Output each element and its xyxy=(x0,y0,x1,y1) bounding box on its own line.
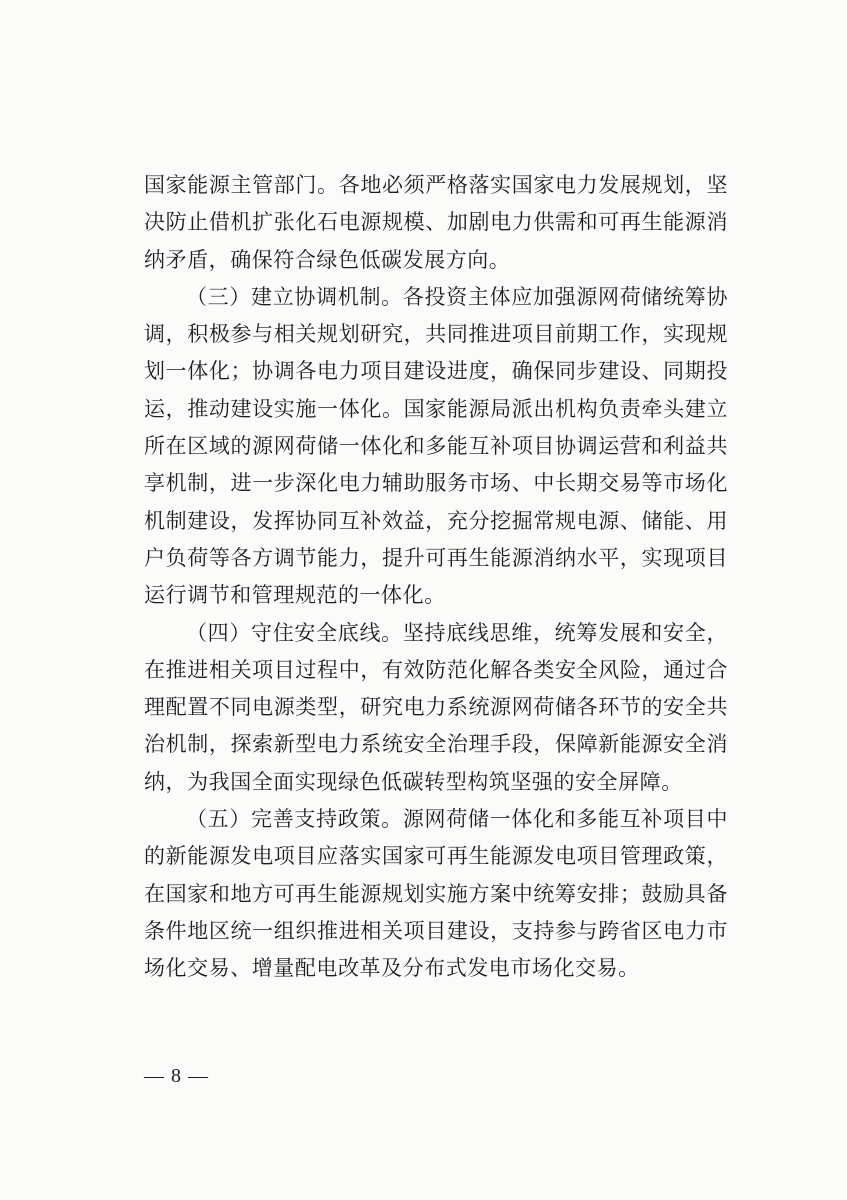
paragraph-continuation: 国家能源主管部门。各地必须严格落实国家电力发展规划，坚决防止借机扩张化石电源规模、加剧电力供需和可再生能源消纳矛盾，确保符合绿色低碳发展方向。 xyxy=(144,173,728,272)
body-text xyxy=(144,167,728,988)
paragraph-coordination-mechanism: （三）建立协调机制。各投资主体应加强源网荷储统筹协调，积极参与相关规划研究，共同推进项目前期工作，实现规划一体化；协调各电力项目建设进度，确保同步建设、同期投运，推动建设实施一体化。国家能源局派出机构负责牵头建立所在区域的源网荷储一体化和多能互补项目协调运营和利益共享机制，进一步深化电力辅助服务市场、中长期交易等市场化机制建设，发挥协同互补效益，充分挖掘常规电源、储能、用户负荷等各方调节能力，提升可再生能源消纳水平，实现项目运行调节和管理规范的一体化。 xyxy=(144,284,728,608)
paragraph-support-policy: （五）完善支持政策。源网荷储一体化和多能互补项目中的新能源发电项目应落实国家可再生能源发电项目管理政策，在国家和地方可再生能源规划实施方案中统筹安排；鼓励具备条件地区统一组织推进相关项目建设，支持参与跨省区电力市场化交易、增量配电改革及分布式发电市场化交易。 xyxy=(144,807,728,981)
paragraph-safety-bottom-line: （四）守住安全底线。坚持底线思维，统筹发展和安全，在推进相关项目过程中，有效防范化解各类安全风险，通过合理配置不同电源类型，研究电力系统源网荷储各环节的安全共治机制，探索新型电力系统安全治理手段，保障新能源安全消纳，为我国全面实现绿色低碳转型构筑坚强的安全屏障。 xyxy=(144,620,728,794)
page-number: — 8 — xyxy=(144,1065,209,1087)
